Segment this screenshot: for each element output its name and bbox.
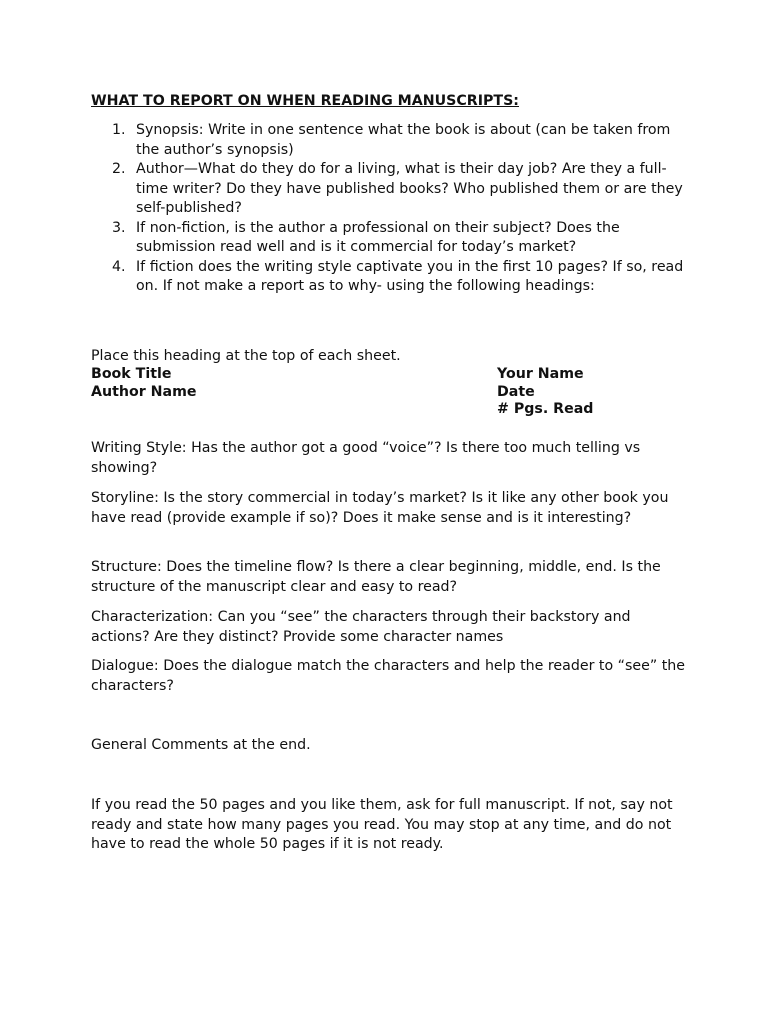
list-item-number: 2. — [112, 161, 126, 177]
date-label: Date — [497, 383, 535, 400]
heading-right-column — [497, 366, 593, 419]
storyline-paragraph: Storyline: Is the story commercial in today’s market? Is it like any other book you have read (provide example if so)? Does it make sense and is it interesting? — [91, 490, 669, 526]
list-item — [91, 121, 691, 160]
writing-style-paragraph: Writing Style: Has the author got a good “voice”? Is there too much telling vs showing? — [91, 440, 641, 476]
instruction-text: Place this heading at the top of each sheet. — [91, 348, 401, 364]
pages-read-label: # Pgs. Read — [497, 401, 594, 417]
author-name-label: Author Name — [91, 383, 197, 400]
general-comments-text: General Comments at the end. — [91, 737, 311, 753]
characterization-paragraph: Characterization: Can you “see” the characters through their backstory and actions? Are they distinct? Provide some character names — [91, 609, 631, 645]
list-item-text: Synopsis: Write in one sentence what the book is about (can be taken from the author’s synopsis) — [136, 122, 671, 158]
structure-paragraph: Structure: Does the timeline flow? Is there a clear beginning, middle, end. Is the structure of the manuscript clear and easy to read? — [91, 559, 661, 595]
list-item-text: If non-fiction, is the author a professional on their subject? Does the submission read well and is it commercial for today’s market? — [136, 219, 620, 255]
list-item — [91, 160, 691, 219]
your-name-label: Your Name — [497, 366, 584, 382]
report-checklist — [91, 121, 691, 297]
book-title-label: Book Title — [91, 366, 172, 382]
list-item-text: Author—What do they do for a living, what is their day job? Are they a full-time writer? Do they have published books? Who published them or are they self-published? — [136, 161, 683, 216]
page-title: WHAT TO REPORT ON WHEN READING MANUSCRIPTS: — [91, 93, 519, 109]
list-item-text: If fiction does the writing style captivate you in the first 10 pages? If so, read on. If not make a report as to why- using the following headings: — [136, 258, 684, 294]
list-item-number: 1. — [112, 122, 126, 138]
list-item-number: 4. — [112, 258, 126, 275]
list-item — [91, 258, 691, 297]
dialogue-paragraph: Dialogue: Does the dialogue match the characters and help the reader to “see” the characters? — [91, 658, 686, 694]
heading-left-column — [91, 366, 197, 401]
list-item — [91, 219, 691, 258]
list-item-number: 3. — [112, 219, 126, 236]
closing-paragraph: If you read the 50 pages and you like them, ask for full manuscript. If not, say not ready and state how many pages you read. You may stop at any time, and do not have to read the whole 50 pages if it is not ready. — [91, 797, 673, 852]
